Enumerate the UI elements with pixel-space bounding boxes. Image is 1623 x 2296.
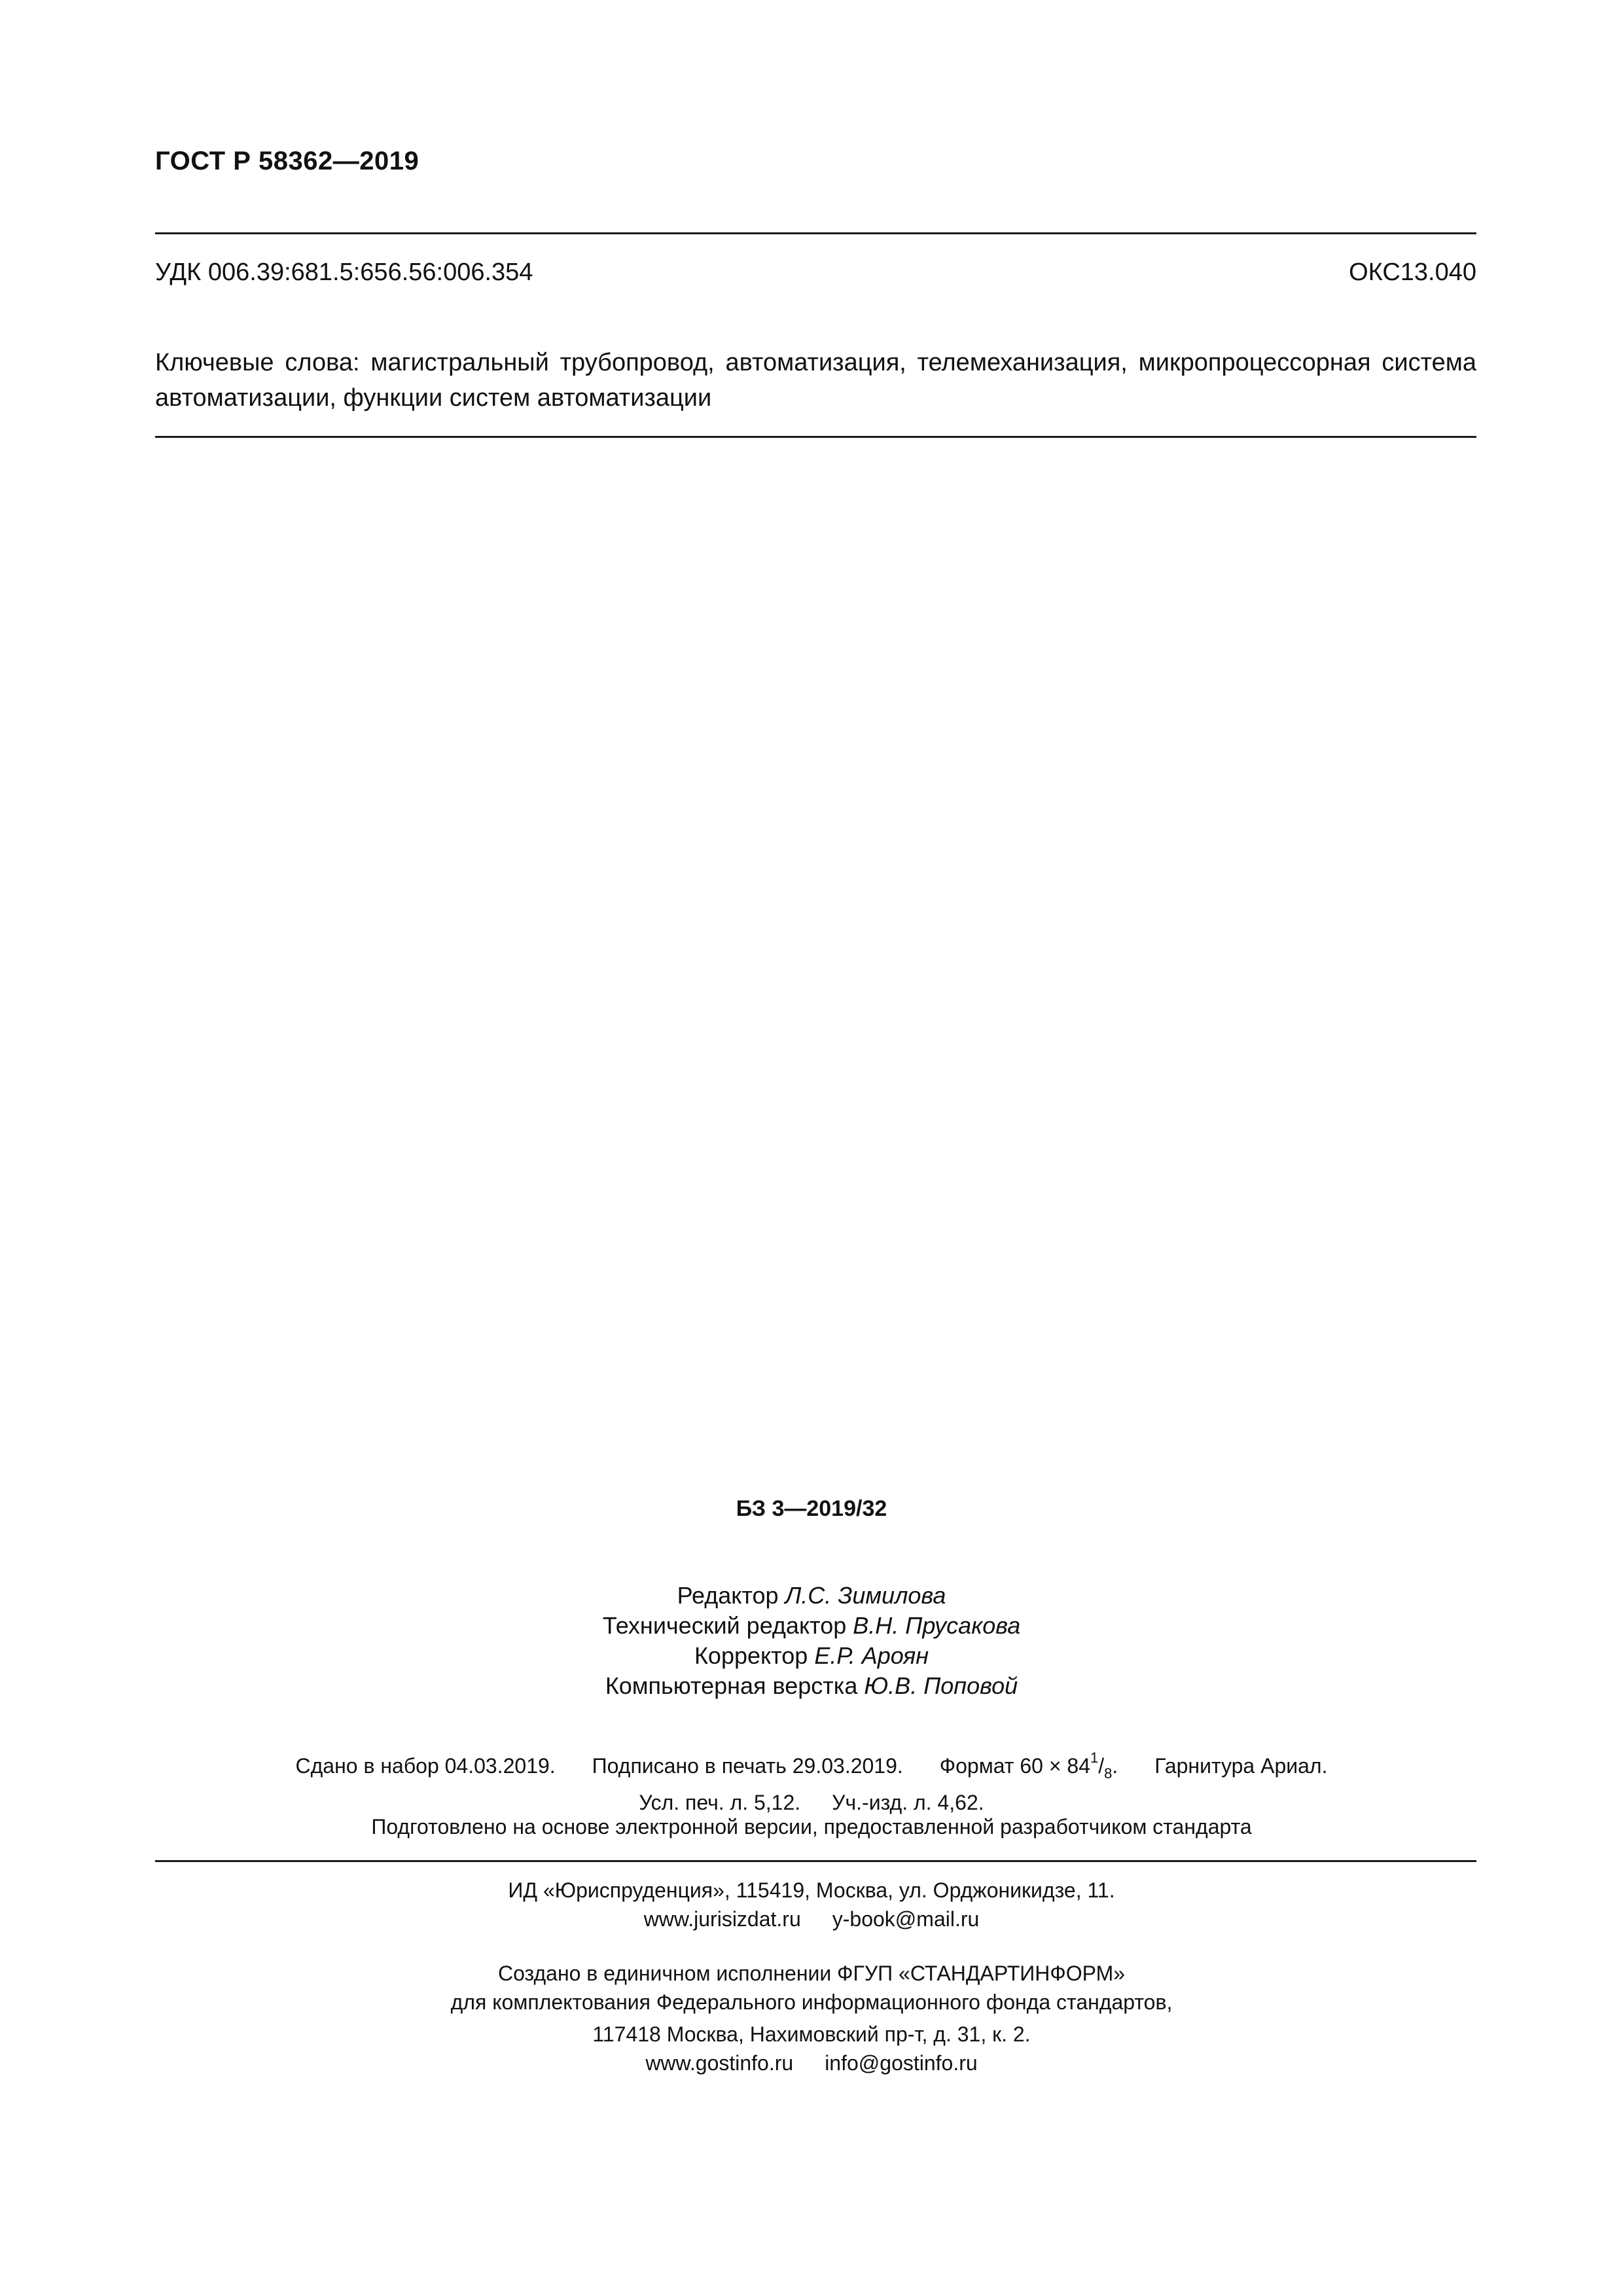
staff-person: В.Н. Прусакова bbox=[853, 1612, 1021, 1639]
staff-line-tech-editor bbox=[0, 1611, 1623, 1641]
keywords-paragraph: Ключевые слова: магистральный трубопровод, автоматизация, телемеханизация, микропроцессорная система автоматизации, функции систем автоматизации bbox=[155, 349, 1476, 412]
top-divider bbox=[155, 232, 1476, 234]
submitted-date: Сдано в набор 04.03.2019. bbox=[295, 1754, 556, 1778]
bottom-divider bbox=[155, 1860, 1476, 1862]
typeface: Гарнитура Ариал. bbox=[1154, 1754, 1328, 1778]
staff-line-editor bbox=[0, 1581, 1623, 1611]
gostinfo-site-link[interactable]: www.gostinfo.ru bbox=[645, 2051, 794, 2075]
gostinfo-email-link[interactable]: info@gostinfo.ru bbox=[825, 2051, 978, 2075]
standardinform-address bbox=[0, 2020, 1623, 2077]
keywords-divider bbox=[155, 436, 1476, 438]
editorial-staff bbox=[0, 1581, 1623, 1701]
publisher-email-link[interactable]: y-book@mail.ru bbox=[832, 1907, 980, 1931]
publisher-site-link[interactable]: www.jurisizdat.ru bbox=[643, 1907, 801, 1931]
staff-line-layout bbox=[0, 1671, 1623, 1701]
staff-person: Л.С. Зимилова bbox=[785, 1582, 946, 1609]
staff-role: Корректор bbox=[694, 1642, 808, 1669]
oks-code: ОКС13.040 bbox=[1349, 259, 1476, 286]
prepared-note: Подготовлено на основе электронной версии, предоставленной разработчиком стандарта bbox=[371, 1815, 1252, 1839]
staff-person: Ю.В. Поповой bbox=[864, 1672, 1018, 1699]
staff-person: Е.Р. Ароян bbox=[814, 1642, 929, 1669]
document-designation: ГОСТ Р 58362—2019 bbox=[155, 147, 419, 175]
paper-format: Формат $60 \times 84^1/_8$. bbox=[939, 1749, 1118, 1782]
print-details-line-2 bbox=[0, 1788, 1623, 1817]
publisher-info bbox=[0, 1876, 1623, 1933]
address-contacts bbox=[0, 2049, 1623, 2077]
print-sheets: Усл. печ. л. 5,12. bbox=[639, 1791, 801, 1814]
created-line-1: Создано в единичном исполнении ФГУП «СТАНДАРТИНФОРМ» bbox=[497, 1962, 1126, 1985]
udk-code: УДК 006.39:681.5:656.56:006.354 bbox=[155, 259, 533, 286]
staff-role: Компьютерная верстка bbox=[605, 1672, 858, 1699]
publisher-address: ИД «Юриспруденция», 115419, Москва, ул. Орджоникидзе, 11. bbox=[508, 1878, 1115, 1902]
bz-number: БЗ 3—2019/32 bbox=[736, 1496, 887, 1521]
print-details-line-1 bbox=[0, 1744, 1623, 1788]
publisher-contacts bbox=[0, 1905, 1623, 1933]
signed-date: Подписано в печать 29.03.2019. bbox=[592, 1754, 903, 1778]
staff-line-corrector bbox=[0, 1641, 1623, 1671]
created-line-2: для комплектования Федерального информационного фонда стандартов, bbox=[450, 1990, 1173, 2014]
staff-role: Редактор bbox=[677, 1582, 779, 1609]
address-line: 117418 Москва, Нахимовский пр-т, д. 31, к. 2. bbox=[592, 2022, 1031, 2046]
print-details bbox=[0, 1744, 1623, 1817]
publishing-sheets: Уч.-изд. л. 4,62. bbox=[832, 1791, 984, 1814]
created-note bbox=[0, 1959, 1623, 2017]
staff-role: Технический редактор bbox=[602, 1612, 847, 1639]
